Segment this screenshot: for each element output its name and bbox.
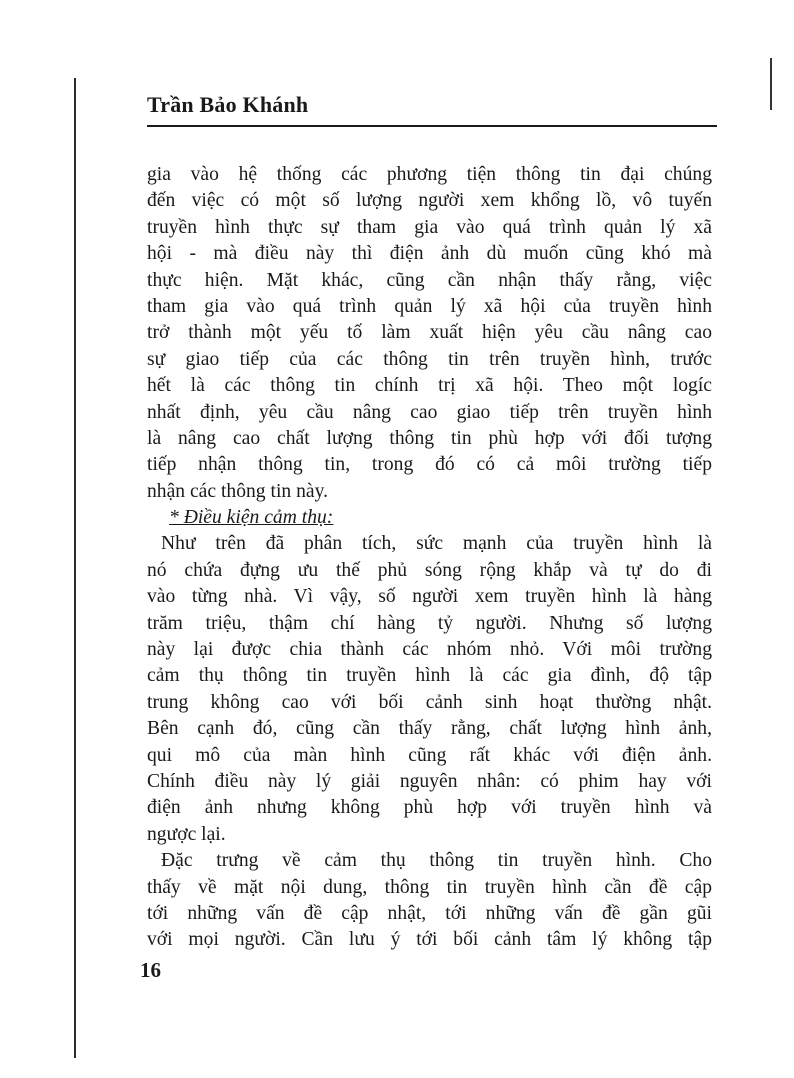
binding-edge-line [74,78,76,1058]
text-line: là nâng cao chất lượng thông tin phù hợp với đối tượng [147,427,712,449]
text-line: trăm triệu, thậm chí hàng tỷ người. Nhưng số lượng [147,612,712,634]
text-line: Bên cạnh đó, cũng cần thấy rằng, chất lượng hình ảnh, [147,718,712,740]
text-line: qui mô của màn hình cũng rất khác với điện ảnh. [147,744,712,766]
header-rule [147,125,717,127]
running-header-author: Trần Bảo Khánh [147,92,309,117]
text-line: nhất định, yêu cầu nâng cao giao tiếp trên truyền hình [147,401,712,423]
text-line: Đặc trưng về cảm thụ thông tin truyền hình. Cho [161,850,712,872]
text-line: Chính điều này lý giải nguyên nhân: có phim hay với [147,770,712,792]
page-edge-mark [770,58,772,110]
text-line: điện ảnh nhưng không phù hợp với truyền hình và [147,797,712,819]
text-line: nó chứa đựng ưu thế phủ sóng rộng khắp và tự do đi [147,559,712,581]
text-line: trung không cao với bối cảnh sinh hoạt thường nhật. [147,691,712,713]
text-line: vào từng nhà. Vì vậy, số người xem truyền hình là hàng [147,586,712,608]
paragraph-1 [147,162,712,505]
text-line: tham gia vào quá trình quản lý xã hội của truyền hình [147,295,712,317]
paragraph-2 [147,531,712,848]
text-line: gia vào hệ thống các phương tiện thông tin đại chúng [147,164,712,185]
text-line: đến việc có một số lượng người xem khổng lồ, vô tuyến [147,190,712,212]
text-line: sự giao tiếp của các thông tin trên truyền hình, trước [147,348,712,370]
text-line: trở thành một yếu tố làm xuất hiện yêu cầu nâng cao [147,322,712,344]
text-line: ngược lại. [147,823,226,845]
text-line: này lại được chia thành các nhóm nhỏ. Với môi trường [147,639,712,661]
paragraph-3 [147,848,712,954]
page-number: 16 [140,958,161,982]
text-line: với mọi người. Cần lưu ý tới bối cảnh tâm lý không tập [147,929,712,951]
text-line: hội - mà điều này thì điện ảnh dù muốn cũng khó mà [147,243,712,265]
text-line: hết là các thông tin chính trị xã hội. Theo một logíc [147,375,712,397]
section-subheading: * Điều kiện cảm thụ: [169,507,334,529]
text-line: thấy về mặt nội dung, thông tin truyền hình cần đề cập [147,876,712,898]
text-line: thực hiện. Mặt khác, cũng cần nhận thấy rằng, việc [147,269,712,291]
text-line: cảm thụ thông tin truyền hình là các gia đình, độ tập [147,665,712,687]
text-line: tới những vấn đề cập nhật, tới những vấn đề gần gũi [147,902,712,924]
text-line: nhận các thông tin này. [147,480,329,502]
body-text [147,162,712,954]
text-line: truyền hình thực sự tham gia vào quá trình quản lý xã [147,216,712,238]
text-line: Như trên đã phân tích, sức mạnh của truyền hình là [161,533,712,555]
text-line: tiếp nhận thông tin, trong đó có cả môi trường tiếp [147,454,712,476]
